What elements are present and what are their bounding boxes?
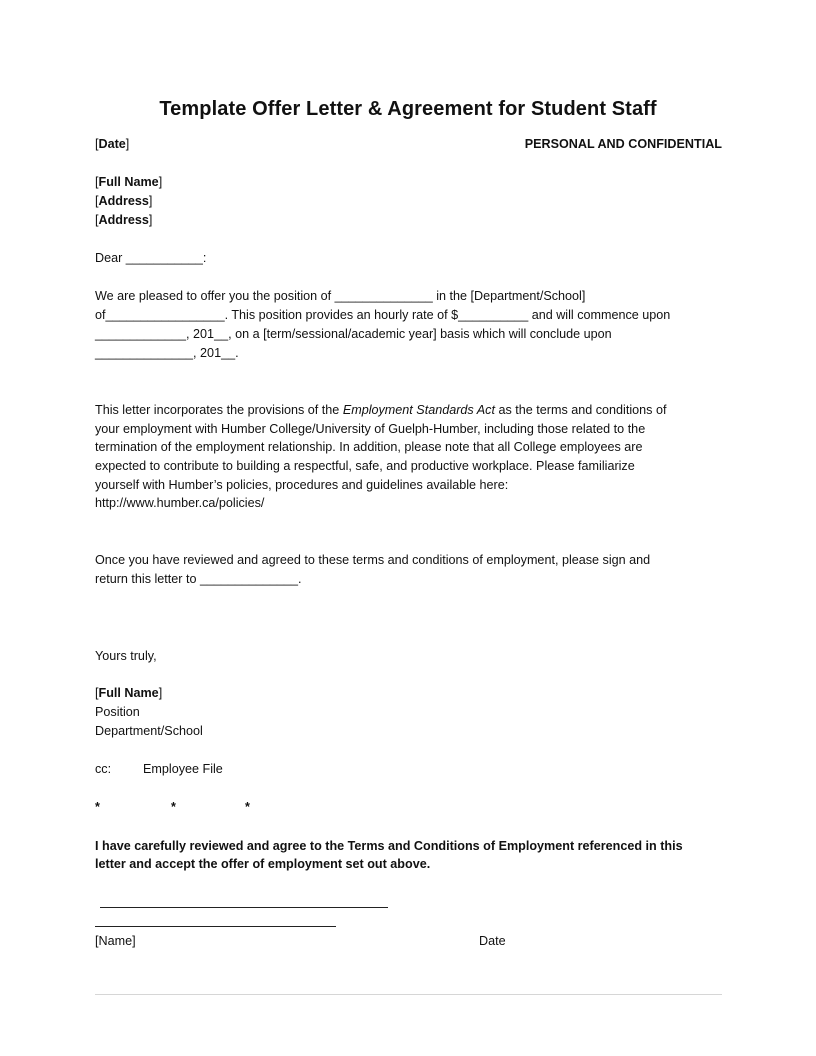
- signer-department: Department/School: [95, 724, 203, 738]
- separator-star: *: [95, 800, 100, 814]
- name-label: [Name]: [95, 934, 136, 948]
- separator-star: *: [171, 800, 176, 814]
- recipient-address-1: [Address]: [95, 194, 153, 208]
- terms-paragraph-line: termination of the employment relationship. In addition, please note that all College employees are: [95, 440, 643, 454]
- terms-paragraph-line: your employment with Humber College/University of Guelph-Humber, including those related to the: [95, 422, 646, 436]
- date-field: [Date]: [95, 137, 130, 151]
- offer-paragraph-line: of_________________. This position provides an hourly rate of $__________ and will commence upon: [95, 308, 671, 322]
- date-line: [95, 926, 336, 927]
- recipient-full-name: [Full Name]: [95, 175, 163, 189]
- offer-paragraph-line: We are pleased to offer you the position of ______________ in the [Department/School]: [95, 289, 586, 303]
- return-paragraph-line: Once you have reviewed and agreed to these terms and conditions of employment, please sign and: [95, 553, 651, 567]
- signature-line: [100, 907, 388, 908]
- cc-value: Employee File: [143, 762, 223, 776]
- employment-standards-act: Employment Standards Act: [342, 403, 495, 417]
- policies-link[interactable]: http://www.humber.ca/policies/: [95, 496, 265, 510]
- signer-position: Position: [95, 705, 140, 719]
- terms-paragraph-line: This letter incorporates the provisions of the Employment Standards Act as the terms and conditions of: [95, 403, 667, 417]
- document-title: Template Offer Letter & Agreement for Student Staff: [159, 98, 657, 120]
- offer-paragraph-line: ______________, 201__.: [95, 346, 239, 360]
- date-sign-label: Date: [479, 934, 506, 948]
- salutation: Dear ___________:: [95, 251, 207, 265]
- footer-divider: [95, 994, 722, 995]
- date-label: Date: [98, 137, 126, 151]
- terms-paragraph-line: expected to contribute to building a respectful, safe, and productive workplace. Please familiarize: [95, 459, 635, 473]
- separator-star: *: [245, 800, 250, 814]
- cc-label: cc:: [95, 762, 112, 776]
- confidential-label: PERSONAL AND CONFIDENTIAL: [524, 137, 722, 151]
- return-paragraph-line: return this letter to ______________.: [95, 572, 302, 586]
- closing: Yours truly,: [95, 649, 157, 663]
- offer-paragraph-line: _____________, 201__, on a [term/sessional/academic year] basis which will conclude upon: [95, 327, 612, 341]
- recipient-address-2: [Address]: [95, 213, 153, 227]
- signer-full-name: [Full Name]: [95, 686, 163, 700]
- agreement-statement-line: letter and accept the offer of employment set out above.: [95, 857, 431, 871]
- agreement-statement-line: I have carefully reviewed and agree to the Terms and Conditions of Employment referenced in this: [95, 839, 683, 853]
- terms-paragraph-line: yourself with Humber’s policies, procedures and guidelines available here:: [95, 478, 509, 492]
